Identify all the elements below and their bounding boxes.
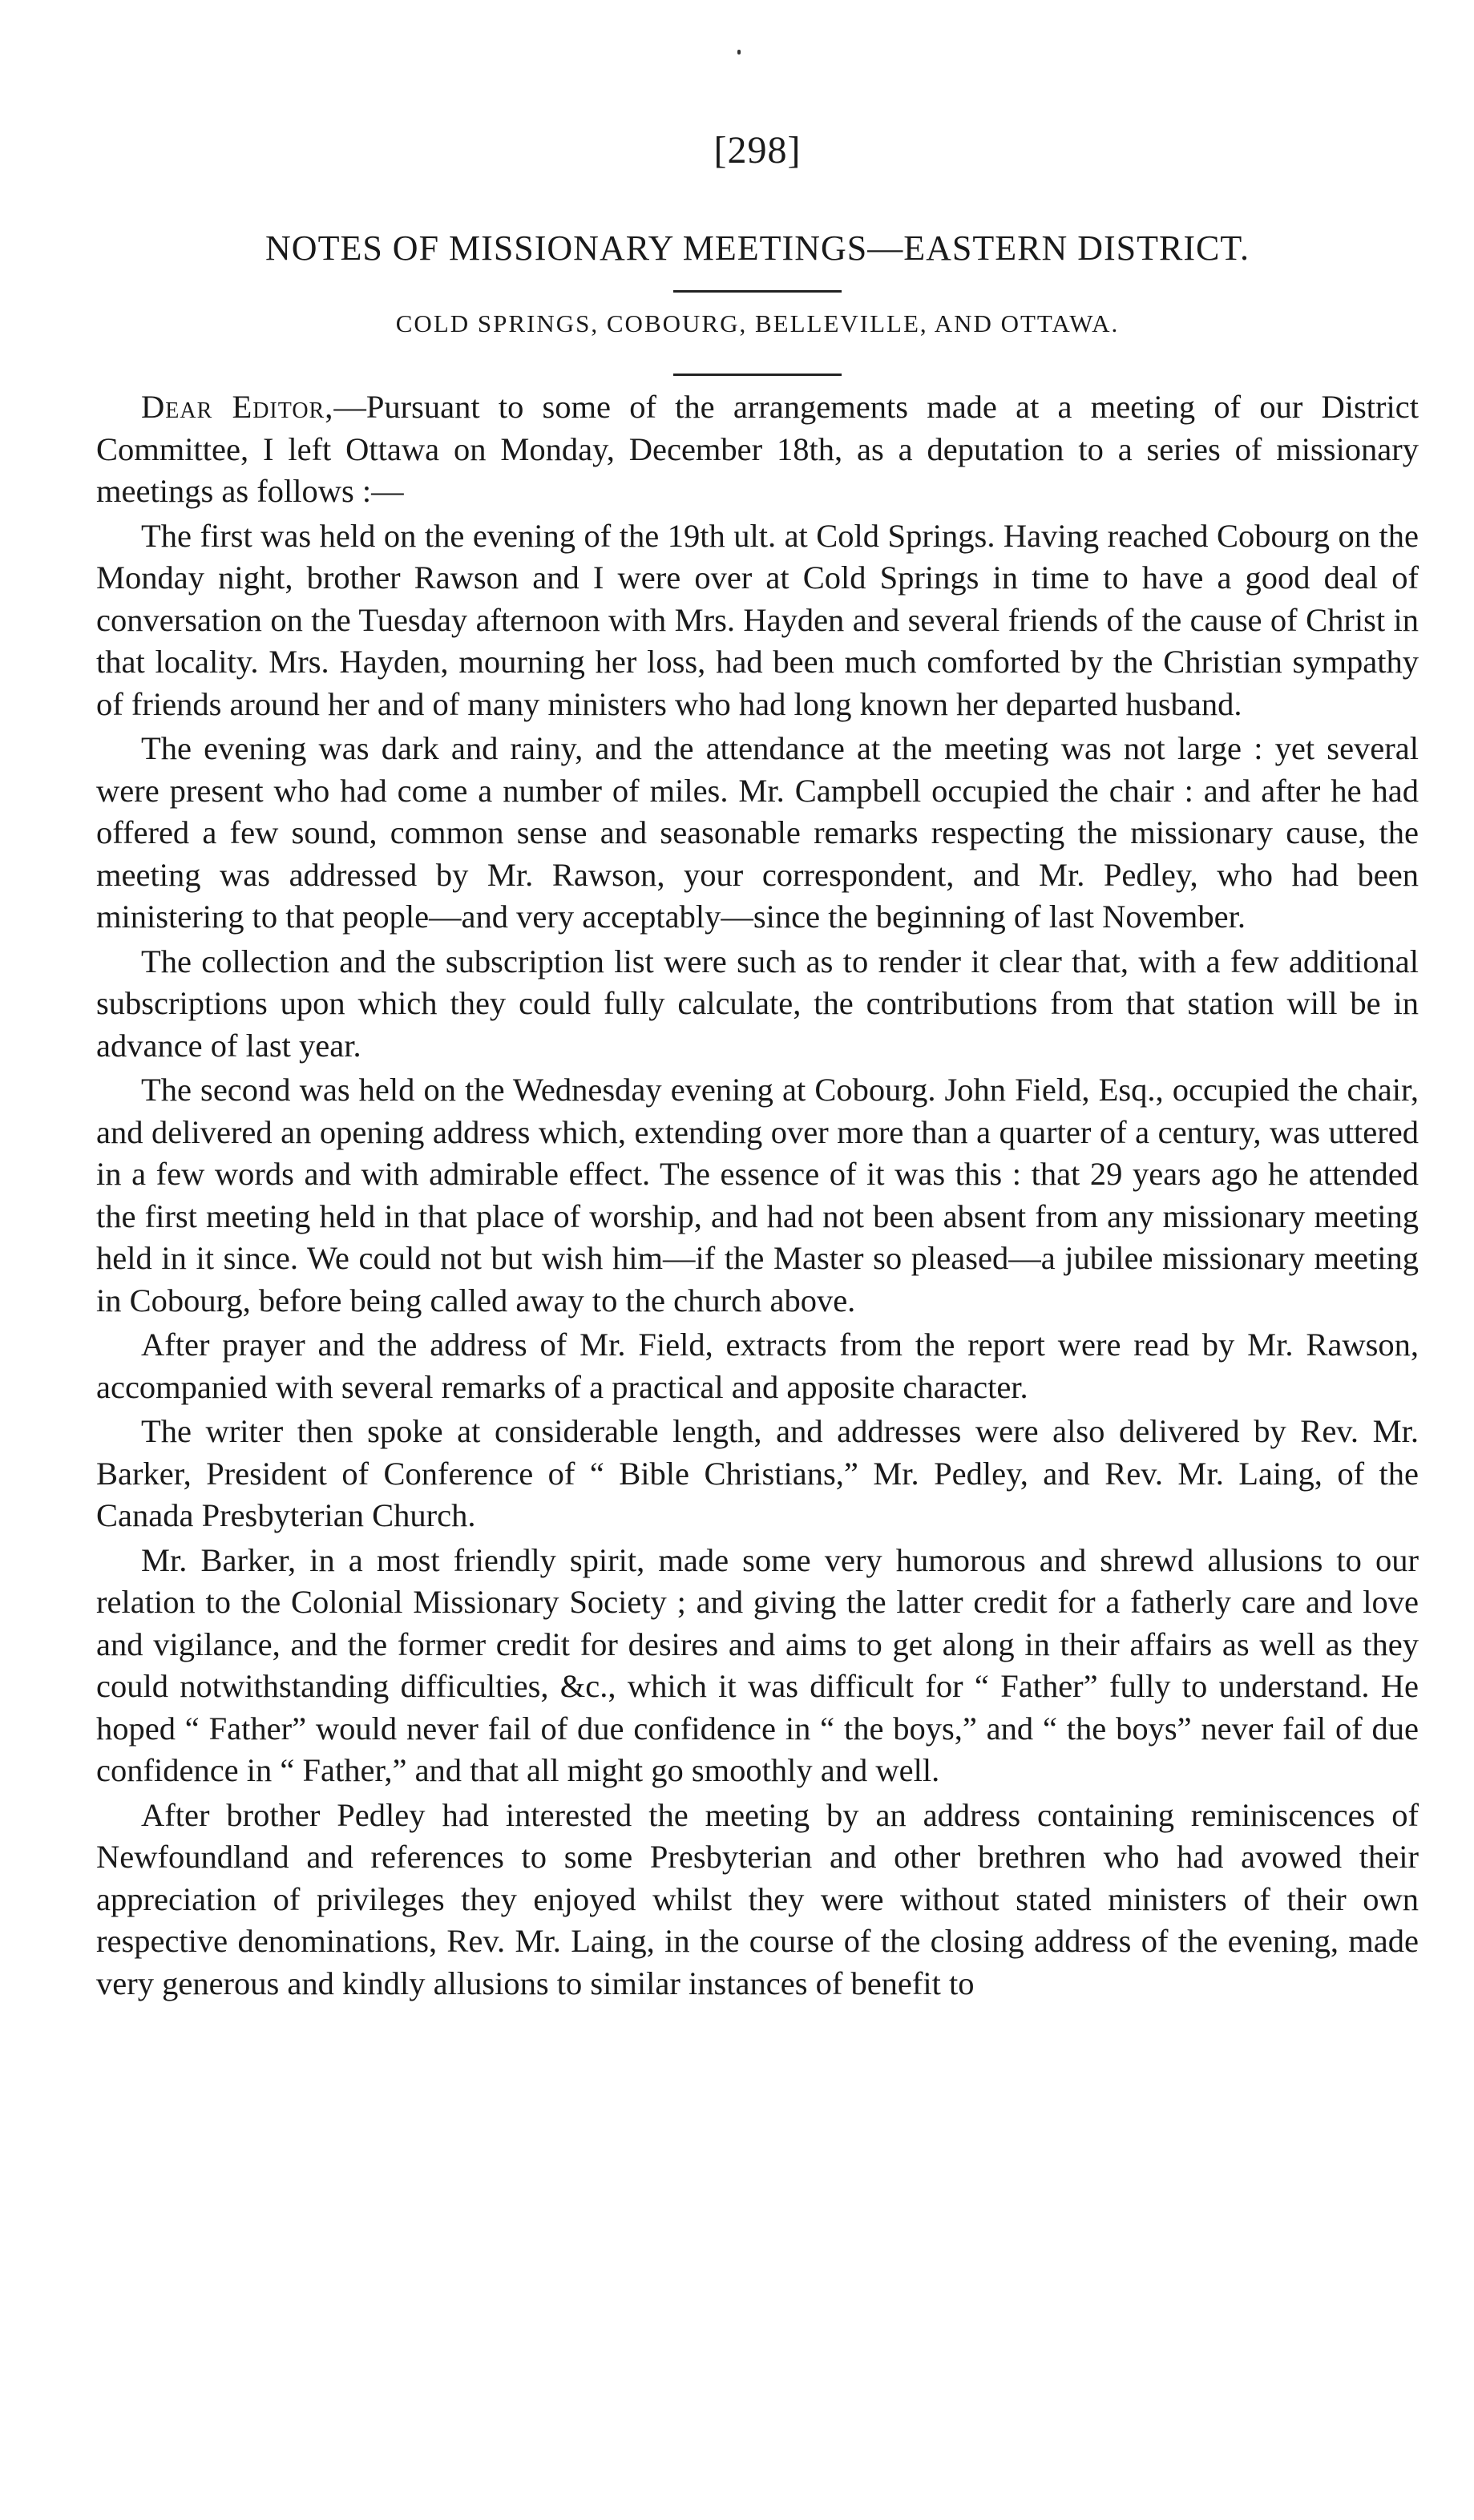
paragraph-1-text: —Pursuant to some of the arrangements made at a meeting of our District Committee, I left Ottawa on Monday, December 18th, as a deputation to a series of missionary meetings as follows :— xyxy=(96,389,1419,509)
article-subtitle: COLD SPRINGS, COBOURG, BELLEVILLE, AND OTTAWA. xyxy=(395,309,1120,337)
paragraph-8: Mr. Barker, in a most friendly spirit, made some very humorous and shrewd allusions to our relation to the Colonial Missionary Society ; and giving the latter credit for a fatherly care and love and vigilance, and the former credit for desires and aims to get along in their affairs as well as they could notwithstanding difficulties, &c., which it was difficult for “ Father” fully to understand. He hoped “ Father” would never fail of due confidence in “ the boys,” and “ the boys” never fail of due confidence in “ Father,” and that all might go smoothly and well. xyxy=(96,1541,1419,1788)
paragraph-2: The first was held on the evening of the 19th ult. at Cold Springs. Having reached Cobourg on the Monday night, brother Rawson and I were over at Cold Springs in time to have a good deal of conversation on the Tuesday afternoon with Mrs. Hayden and several friends of the cause of Christ in that locality. Mrs. Hayden, mourning her loss, had been much comforted by the Christian sympathy of friends around her and of many ministers who had long known her departed husband. xyxy=(96,517,1419,722)
page-number: [298] xyxy=(713,129,802,172)
salutation: Dear Editor, xyxy=(141,389,334,425)
print-speck xyxy=(737,50,741,55)
paragraph-9: After brother Pedley had interested the meeting by an address containing reminiscences of Newfoundland and references to some Presbyterian and other brethren who had avowed their appreciation of privileges they enjoyed whilst they were without stated ministers of their own respective denominations, Rev. Mr. Laing, in the course of the closing address of the evening, made very generous and kindly allusions to similar instances of benefit to xyxy=(96,1796,1419,2001)
paragraph-4: The collection and the subscription list were such as to render it clear that, with a few additional subscriptions upon which they could fully calculate, the contributions from that station will be in advance of last year. xyxy=(96,943,1419,1064)
paragraph-3: The evening was dark and rainy, and the attendance at the meeting was not large : yet several were present who had come a number of miles. Mr. Campbell occupied the chair : and after he had offered a few sound, common sense and seasonable remarks respecting the missionary cause, the meeting was addressed by Mr. Rawson, your correspondent, and Mr. Pedley, who had been ministering to that people—and very acceptably—since the beginning of last November. xyxy=(96,730,1419,935)
subtitle-rule xyxy=(673,374,842,376)
title-rule xyxy=(673,290,842,293)
paragraph-7: The writer then spoke at considerable length, and addresses were also delivered by Rev. Mr. Barker, President of Conference of “ Bible Christians,” Mr. Pedley, and Rev. Mr. Laing, of the Canada Presbyterian Church. xyxy=(96,1413,1419,1533)
paragraph-5: The second was held on the Wednesday evening at Cobourg. John Field, Esq., occupied the chair, and delivered an opening address which, extending over more than a quarter of a century, was uttered in a few words and with admirable effect. The essence of it was this : that 29 years ago he attended the first meeting held in that place of worship, and had not been absent from any missionary meeting held in it since. We could not but wish him—if the Master so pleased—a jubilee missionary meeting in Cobourg, before being called away to the church above. xyxy=(96,1072,1419,1319)
paragraph-1 xyxy=(96,386,1419,513)
paragraph-6: After prayer and the address of Mr. Field, extracts from the report were read by Mr. Rawson, accompanied with several remarks of a practical and apposite character. xyxy=(96,1327,1419,1405)
article-body xyxy=(96,386,1419,2005)
article-title: NOTES OF MISSIONARY MEETINGS—EASTERN DISTRICT. xyxy=(265,228,1250,268)
